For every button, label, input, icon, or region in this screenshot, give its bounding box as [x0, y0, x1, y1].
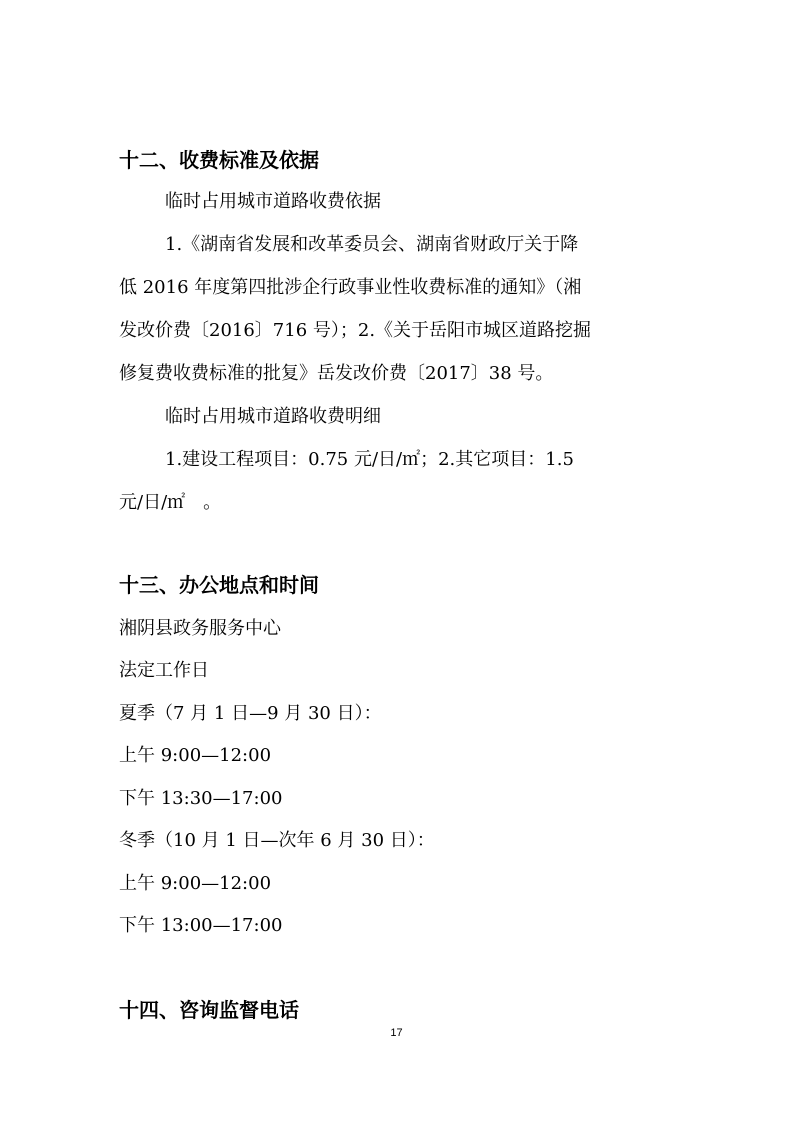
fee-basis-line-3: 发改价费〔2016〕716 号）；2.《关于岳阳市城区道路挖掘 — [119, 320, 592, 341]
winter-morning-hours: 上午 9:00—12:00 — [119, 873, 272, 894]
section-13-heading: 十三、办公地点和时间 — [119, 573, 319, 597]
office-location: 湘阴县政务服务中心 — [119, 618, 281, 639]
working-days-label: 法定工作日 — [119, 660, 209, 681]
fee-basis-line-1: 1.《湖南省发展和改革委员会、湖南省财政厅关于降 — [165, 234, 579, 255]
fee-basis-line-4: 修复费收费标准的批复》岳发改价费〔2017〕38 号。 — [119, 363, 554, 384]
page-number: 17 — [390, 1027, 403, 1039]
section-14-heading: 十四、咨询监督电话 — [119, 998, 299, 1022]
summer-morning-hours: 上午 9:00—12:00 — [119, 745, 272, 766]
summer-period: 夏季（7 月 1 日—9 月 30 日）： — [119, 703, 382, 724]
winter-period: 冬季（10 月 1 日—次年 6 月 30 日）： — [119, 830, 435, 851]
fee-detail-line-2: 元/日/㎡ 。 — [119, 492, 222, 513]
winter-afternoon-hours: 下午 13:00—17:00 — [119, 915, 283, 936]
summer-afternoon-hours: 下午 13:30—17:00 — [119, 788, 283, 809]
fee-basis-title: 临时占用城市道路收费依据 — [165, 191, 381, 212]
fee-basis-line-2: 低 2016 年度第四批涉企行政事业性收费标准的通知》（湘 — [119, 277, 582, 298]
fee-detail-title: 临时占用城市道路收费明细 — [165, 406, 381, 427]
section-12-heading: 十二、收费标准及依据 — [119, 148, 319, 172]
fee-detail-line-1: 1.建设工程项目：0.75 元/日/㎡；2.其它项目：1.5 — [165, 449, 574, 470]
